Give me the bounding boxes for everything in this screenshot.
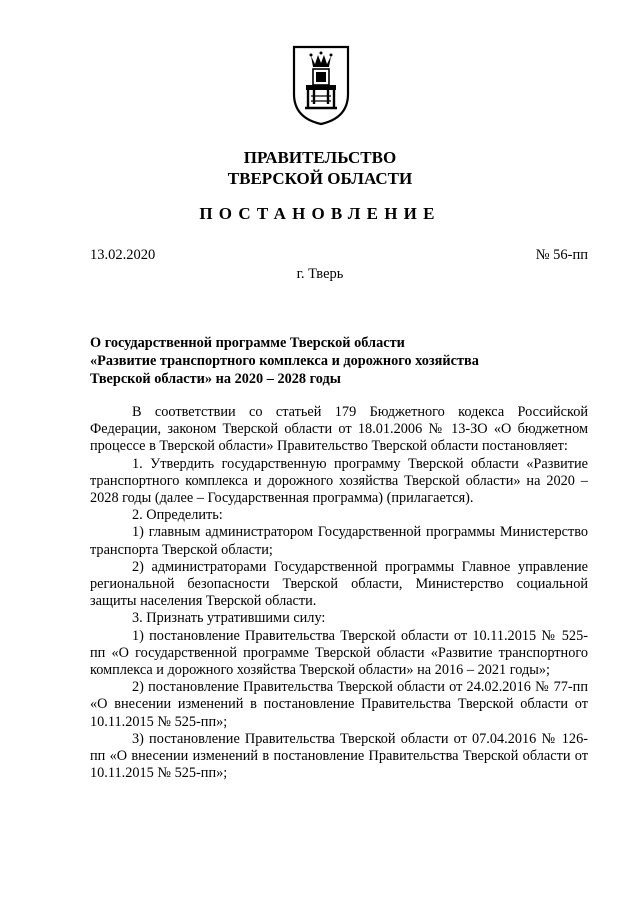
authority-line-2: ТВЕРСКОЙ ОБЛАСТИ (227, 169, 413, 188)
body-paragraph: 2) администраторами Государственной программы Главное управление региональной безопасности Тверской области, Министерство социальной защиты населения Тверской области. (90, 558, 588, 610)
body-paragraph: 2. Определить: (132, 507, 223, 524)
title-line-2: «Развитие транспортного комплекса и дорожного хозяйства (90, 353, 479, 369)
document-body (90, 404, 588, 782)
body-paragraph: В соответствии со статьей 179 Бюджетного кодекса Российской Федерации, законом Тверской области от 18.01.2006 № 13-ЗО «О бюджетном процессе в Тверской области» Правительство Тверской области постановляет: (90, 404, 588, 455)
body-paragraph: 1) главным администратором Государственной программы Министерство транспорта Тверской области; (90, 524, 588, 558)
document-number: № 56-пп (535, 247, 588, 263)
body-paragraph: 3) постановление Правительства Тверской области от 07.04.2016 № 126-пп «О внесении изменений в постановление Правительства Тверской области от 10.11.2015 № 525-пп»; (90, 730, 588, 782)
title-line-3: Тверской области» на 2020 – 2028 годы (90, 371, 341, 387)
authority-line-1: ПРАВИТЕЛЬСТВО (243, 148, 397, 167)
body-paragraph: 2) постановление Правительства Тверской области от 24.02.2016 № 77-пп «О внесении изменений в постановление Правительства Тверской области от 10.11.2015 № 525-пп»; (90, 679, 588, 730)
tver-region-coat-of-arms-icon (291, 44, 351, 126)
body-paragraph: 3. Признать утратившими силу: (132, 610, 326, 627)
title-line-1: О государственной программе Тверской области (90, 335, 405, 351)
document-type: ПОСТАНОВЛЕНИЕ (199, 204, 441, 223)
document-date: 13.02.2020 (90, 247, 156, 263)
document-title (90, 334, 530, 388)
body-paragraph: 1) постановление Правительства Тверской области от 10.11.2015 № 525-пп «О государственной программе Тверской области «Развитие транспортного комплекса и дорожного хозяйства Тверской области» на 2016 – 2021 годы»; (90, 627, 588, 679)
issuing-authority (0, 147, 640, 189)
body-paragraph: 1. Утвердить государственную программу Тверской области «Развитие транспортного комплекса и дорожного хозяйства Тверской области» на 2020 – 2028 годы (далее – Государственная программа) (прилагается). (90, 455, 588, 507)
document-city: г. Тверь (296, 266, 344, 282)
